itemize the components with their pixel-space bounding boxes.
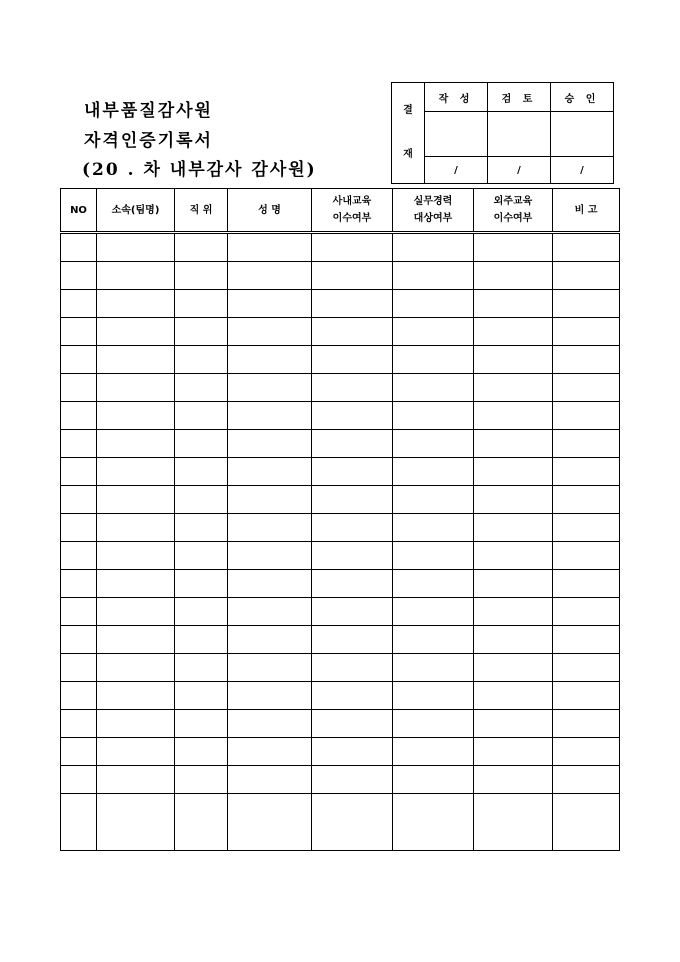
cell-internal-training[interactable] [312, 682, 393, 710]
cell-department[interactable] [97, 262, 175, 290]
cell-remarks[interactable] [553, 290, 620, 318]
cell-position[interactable] [175, 514, 228, 542]
cell-no[interactable] [61, 458, 97, 486]
cell-internal-training[interactable] [312, 598, 393, 626]
cell-department[interactable] [97, 682, 175, 710]
cell-internal-training[interactable] [312, 233, 393, 262]
cell-no[interactable] [61, 738, 97, 766]
cell-position[interactable] [175, 262, 228, 290]
cell-remarks[interactable] [553, 626, 620, 654]
cell-work-experience[interactable] [393, 766, 474, 794]
cell-work-experience[interactable] [393, 262, 474, 290]
title-line-1: 내부품질감사원 [84, 101, 213, 121]
cell-external-training[interactable] [474, 262, 553, 290]
cell-remarks[interactable] [553, 262, 620, 290]
cell-department[interactable] [97, 654, 175, 682]
cell-department[interactable] [97, 766, 175, 794]
cell-remarks[interactable] [553, 346, 620, 374]
cell-external-training[interactable] [474, 290, 553, 318]
cell-internal-training[interactable] [312, 766, 393, 794]
cell-no[interactable] [61, 346, 97, 374]
cell-internal-training[interactable] [312, 794, 393, 851]
cell-position[interactable] [175, 346, 228, 374]
cell-external-training[interactable] [474, 318, 553, 346]
cell-name[interactable] [228, 598, 312, 626]
cell-work-experience[interactable] [393, 570, 474, 598]
cell-internal-training[interactable] [312, 374, 393, 402]
cell-work-experience[interactable] [393, 486, 474, 514]
cell-work-experience[interactable] [393, 794, 474, 851]
cell-name[interactable] [228, 262, 312, 290]
cell-no[interactable] [61, 542, 97, 570]
table-row [61, 654, 620, 682]
cell-no[interactable] [61, 794, 97, 851]
cell-no[interactable] [61, 598, 97, 626]
cell-no[interactable] [61, 233, 97, 262]
cell-remarks[interactable] [553, 738, 620, 766]
approval-side-label-2: 재 [403, 149, 413, 160]
table-row [61, 458, 620, 486]
table-row [61, 710, 620, 738]
approval-date-review[interactable]: / [488, 157, 551, 184]
cell-work-experience[interactable] [393, 626, 474, 654]
cell-external-training[interactable] [474, 738, 553, 766]
cell-internal-training[interactable] [312, 710, 393, 738]
cell-remarks[interactable] [553, 430, 620, 458]
cell-position[interactable] [175, 570, 228, 598]
cell-remarks[interactable] [553, 794, 620, 851]
table-row [61, 738, 620, 766]
cell-name[interactable] [228, 346, 312, 374]
header-no: NO [61, 189, 97, 233]
cell-department[interactable] [97, 794, 175, 851]
cell-position[interactable] [175, 402, 228, 430]
cell-remarks[interactable] [553, 710, 620, 738]
cell-no[interactable] [61, 290, 97, 318]
cell-no[interactable] [61, 570, 97, 598]
cell-name[interactable] [228, 626, 312, 654]
approval-header-author: 작 성 [425, 83, 488, 112]
cell-department[interactable] [97, 626, 175, 654]
table-header-row [61, 189, 620, 233]
cell-internal-training[interactable] [312, 654, 393, 682]
cell-internal-training[interactable] [312, 626, 393, 654]
table-row [61, 318, 620, 346]
approval-side-label-1: 결 [403, 105, 413, 116]
cell-name[interactable] [228, 402, 312, 430]
cell-position[interactable] [175, 598, 228, 626]
cell-department[interactable] [97, 486, 175, 514]
cell-position[interactable] [175, 794, 228, 851]
cell-remarks[interactable] [553, 570, 620, 598]
approval-side-label [392, 83, 425, 184]
cell-position[interactable] [175, 318, 228, 346]
cell-remarks[interactable] [553, 318, 620, 346]
cell-external-training[interactable] [474, 598, 553, 626]
cell-no[interactable] [61, 486, 97, 514]
cell-name[interactable] [228, 318, 312, 346]
approval-header-approve: 승 인 [551, 83, 614, 112]
cell-position[interactable] [175, 542, 228, 570]
table-row [61, 233, 620, 262]
cell-remarks[interactable] [553, 514, 620, 542]
cell-external-training[interactable] [474, 710, 553, 738]
cell-internal-training[interactable] [312, 346, 393, 374]
cell-no[interactable] [61, 374, 97, 402]
cell-department[interactable] [97, 570, 175, 598]
cell-remarks[interactable] [553, 542, 620, 570]
cell-position[interactable] [175, 430, 228, 458]
cell-no[interactable] [61, 710, 97, 738]
cell-work-experience[interactable] [393, 318, 474, 346]
cell-work-experience[interactable] [393, 430, 474, 458]
cell-position[interactable] [175, 766, 228, 794]
cell-name[interactable] [228, 458, 312, 486]
cell-position[interactable] [175, 710, 228, 738]
table-row [61, 682, 620, 710]
cell-position[interactable] [175, 654, 228, 682]
cell-department[interactable] [97, 346, 175, 374]
table-row [61, 430, 620, 458]
cell-internal-training[interactable] [312, 290, 393, 318]
cell-work-experience[interactable] [393, 598, 474, 626]
cell-external-training[interactable] [474, 570, 553, 598]
cell-name[interactable] [228, 710, 312, 738]
cell-department[interactable] [97, 430, 175, 458]
header-name: 성 명 [228, 189, 312, 233]
cell-department[interactable] [97, 542, 175, 570]
cell-work-experience[interactable] [393, 738, 474, 766]
cell-department[interactable] [97, 738, 175, 766]
cell-department[interactable] [97, 318, 175, 346]
cell-internal-training[interactable] [312, 458, 393, 486]
cell-work-experience[interactable] [393, 290, 474, 318]
cell-external-training[interactable] [474, 458, 553, 486]
cell-work-experience[interactable] [393, 514, 474, 542]
cell-no[interactable] [61, 318, 97, 346]
table-row [61, 402, 620, 430]
cell-internal-training[interactable] [312, 318, 393, 346]
cell-remarks[interactable] [553, 458, 620, 486]
cell-remarks[interactable] [553, 233, 620, 262]
cell-work-experience[interactable] [393, 402, 474, 430]
table-row [61, 626, 620, 654]
cell-external-training[interactable] [474, 682, 553, 710]
cell-internal-training[interactable] [312, 738, 393, 766]
cell-work-experience[interactable] [393, 374, 474, 402]
cell-external-training[interactable] [474, 430, 553, 458]
cell-remarks[interactable] [553, 766, 620, 794]
cell-name[interactable] [228, 514, 312, 542]
title-line-3: (20 . 차 내부감사 감사원) [82, 160, 317, 180]
cell-department[interactable] [97, 233, 175, 262]
cell-remarks[interactable] [553, 374, 620, 402]
approval-date-author[interactable]: / [425, 157, 488, 184]
header-internal-training: 사내교육 이수여부 [312, 189, 393, 233]
cell-position[interactable] [175, 738, 228, 766]
cell-no[interactable] [61, 262, 97, 290]
cell-name[interactable] [228, 570, 312, 598]
cell-no[interactable] [61, 654, 97, 682]
table-row [61, 598, 620, 626]
cell-position[interactable] [175, 682, 228, 710]
cell-position[interactable] [175, 486, 228, 514]
cell-external-training[interactable] [474, 794, 553, 851]
cell-internal-training[interactable] [312, 262, 393, 290]
cell-external-training[interactable] [474, 346, 553, 374]
header-department: 소속(팀명) [97, 189, 175, 233]
cell-remarks[interactable] [553, 682, 620, 710]
cell-department[interactable] [97, 290, 175, 318]
cell-internal-training[interactable] [312, 486, 393, 514]
table-row [61, 374, 620, 402]
cell-external-training[interactable] [474, 233, 553, 262]
cell-remarks[interactable] [553, 486, 620, 514]
table-row [61, 346, 620, 374]
cell-position[interactable] [175, 290, 228, 318]
cell-department[interactable] [97, 458, 175, 486]
cell-department[interactable] [97, 598, 175, 626]
cell-external-training[interactable] [474, 654, 553, 682]
approval-date-approve[interactable]: / [551, 157, 614, 184]
approval-header-review: 검 토 [488, 83, 551, 112]
table-row [61, 290, 620, 318]
cell-no[interactable] [61, 430, 97, 458]
cell-work-experience[interactable] [393, 710, 474, 738]
cell-name[interactable] [228, 682, 312, 710]
cell-work-experience[interactable] [393, 682, 474, 710]
cell-name[interactable] [228, 374, 312, 402]
cell-name[interactable] [228, 486, 312, 514]
cell-work-experience[interactable] [393, 233, 474, 262]
cell-external-training[interactable] [474, 486, 553, 514]
cell-internal-training[interactable] [312, 542, 393, 570]
cell-internal-training[interactable] [312, 402, 393, 430]
header-external-training: 외주교육 이수여부 [474, 189, 553, 233]
cell-position[interactable] [175, 458, 228, 486]
cell-position[interactable] [175, 626, 228, 654]
cell-position[interactable] [175, 233, 228, 262]
cell-department[interactable] [97, 374, 175, 402]
cell-external-training[interactable] [474, 402, 553, 430]
table-row [61, 570, 620, 598]
cell-department[interactable] [97, 402, 175, 430]
cell-remarks[interactable] [553, 654, 620, 682]
table-row [61, 766, 620, 794]
cell-internal-training[interactable] [312, 570, 393, 598]
cell-name[interactable] [228, 766, 312, 794]
cell-no[interactable] [61, 766, 97, 794]
table-row [61, 262, 620, 290]
cell-no[interactable] [61, 682, 97, 710]
cell-name[interactable] [228, 654, 312, 682]
approval-signature-approve[interactable] [551, 112, 614, 157]
cell-no[interactable] [61, 626, 97, 654]
cell-name[interactable] [228, 233, 312, 262]
cell-name[interactable] [228, 430, 312, 458]
cell-no[interactable] [61, 514, 97, 542]
table-row [61, 794, 620, 851]
cell-name[interactable] [228, 738, 312, 766]
cell-external-training[interactable] [474, 374, 553, 402]
cell-internal-training[interactable] [312, 514, 393, 542]
approval-signature-review[interactable] [488, 112, 551, 157]
title-line-2: 자격인증기록서 [84, 131, 213, 151]
cell-external-training[interactable] [474, 514, 553, 542]
header-work-experience: 실무경력 대상여부 [393, 189, 474, 233]
cell-external-training[interactable] [474, 766, 553, 794]
cell-name[interactable] [228, 542, 312, 570]
cell-external-training[interactable] [474, 542, 553, 570]
cell-work-experience[interactable] [393, 346, 474, 374]
table-row [61, 542, 620, 570]
cell-department[interactable] [97, 710, 175, 738]
cell-internal-training[interactable] [312, 430, 393, 458]
cell-no[interactable] [61, 402, 97, 430]
cell-external-training[interactable] [474, 626, 553, 654]
cell-remarks[interactable] [553, 598, 620, 626]
cell-position[interactable] [175, 374, 228, 402]
table-row [61, 486, 620, 514]
cell-name[interactable] [228, 290, 312, 318]
table-row [61, 514, 620, 542]
approval-signature-author[interactable] [425, 112, 488, 157]
cell-work-experience[interactable] [393, 458, 474, 486]
header-remarks: 비 고 [553, 189, 620, 233]
auditor-record-table [60, 188, 620, 851]
cell-remarks[interactable] [553, 402, 620, 430]
approval-box [391, 82, 614, 184]
header-position: 직 위 [175, 189, 228, 233]
cell-department[interactable] [97, 514, 175, 542]
cell-name[interactable] [228, 794, 312, 851]
cell-work-experience[interactable] [393, 542, 474, 570]
cell-work-experience[interactable] [393, 654, 474, 682]
